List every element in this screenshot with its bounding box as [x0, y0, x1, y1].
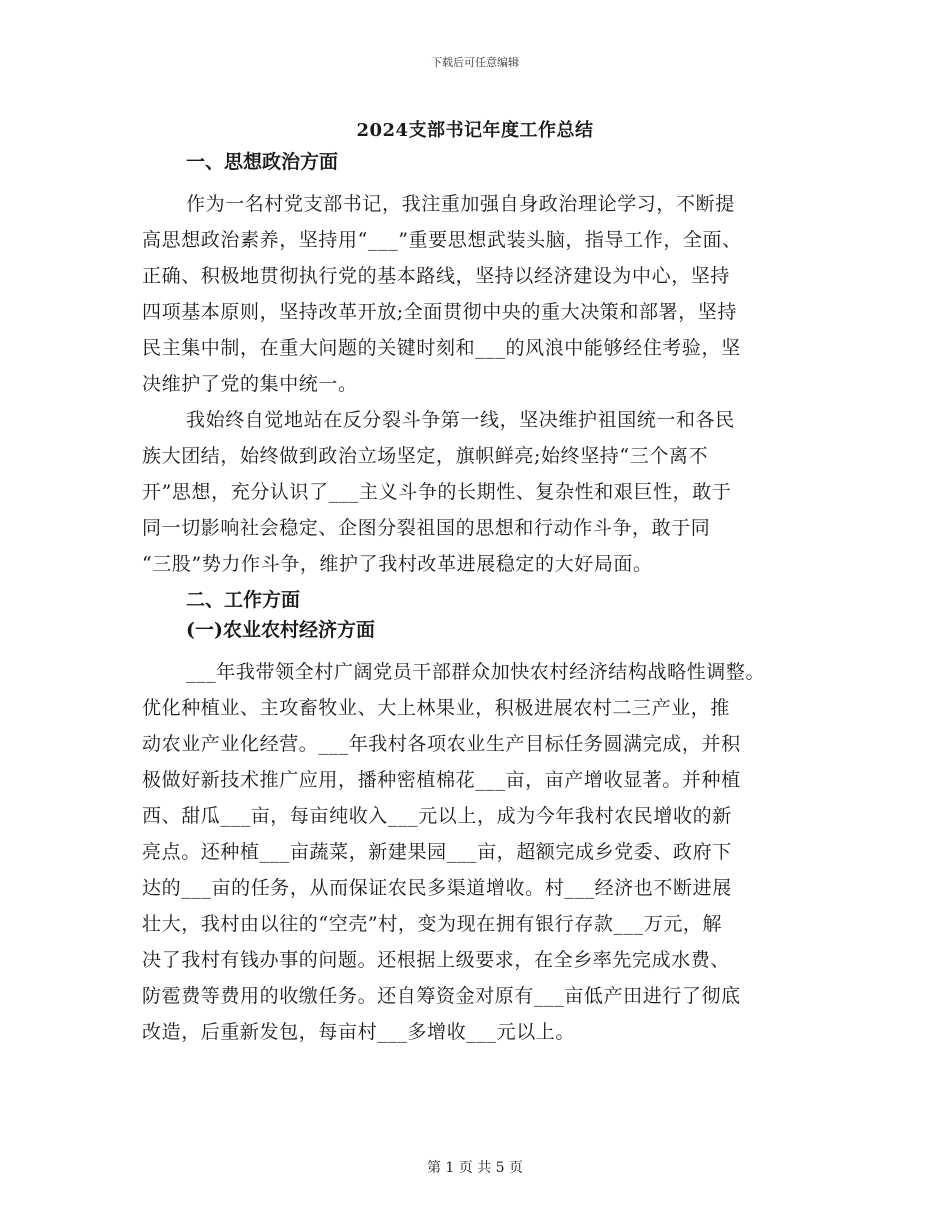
document-body [142, 150, 822, 1050]
text-line: 亮点。还种植___亩蔬菜，新建果园___亩，超额完成乡党委、政府下 [142, 841, 732, 863]
text-line: 作为一名村党支部书记，我注重加强自身政治理论学习，不断提 [186, 193, 735, 215]
section-heading-work: 二、工作方面 [186, 589, 301, 611]
text-line: 族大团结，始终做到政治立场坚定，旗帜鲜亮;始终坚持“三个离不 [142, 445, 709, 467]
paragraph-ideology-2 [142, 402, 822, 582]
text-line: 西、甜瓜___亩，每亩纯收入___元以上，成为今年我村农民增收的新 [142, 805, 732, 827]
text-line: 动农业产业化经营。___年我村各项农业生产目标任务圆满完成，并积 [142, 733, 741, 755]
paragraph-rural-economy [142, 654, 822, 1050]
text-line: 改造，后重新发包，每亩村___多增收___元以上。 [142, 1021, 576, 1043]
header-note: 下载后可任意编辑 [431, 56, 519, 69]
text-line: 达的___亩的任务，从而保证农民多渠道增收。村___经济也不断进展 [142, 877, 732, 899]
text-line: 高思想政治素养，坚持用“___”重要思想武装头脑，指导工作，全面、 [142, 229, 742, 251]
section-heading-ideology: 一、思想政治方面 [186, 151, 339, 173]
paragraph-ideology-1 [142, 186, 822, 402]
text-line: ___年我带领全村广阔党员干部群众加快农村经济结构战略性调整。 [186, 661, 766, 683]
text-line: 我始终自觉地站在反分裂斗争第一线，坚决维护祖国统一和各民 [186, 409, 735, 431]
text-line: 开”思想，充分认识了___主义斗争的长期性、复杂性和艰巨性，敢于 [142, 481, 732, 503]
document-title: 2024支部书记年度工作总结 [356, 120, 594, 141]
text-line: 正确、积极地贯彻执行党的基本路线，坚持以经济建设为中心，坚持 [142, 265, 731, 287]
text-line: 极做好新技术推广应用，播种密植棉花___亩，亩产增收显著。并种植 [142, 769, 741, 791]
page-footer: 第 1 页 共 5 页 [426, 1160, 524, 1176]
text-line: 民主集中制，在重大问题的关键时刻和___的风浪中能够经住考验，坚 [142, 337, 741, 359]
text-line: 防雹费等费用的收缴任务。还自筹资金对原有___亩低产田进行了彻底 [142, 985, 741, 1007]
text-line: 四项基本原则，坚持改革开放;全面贯彻中央的重大决策和部署，坚持 [142, 301, 738, 323]
text-line: 决维护了党的集中统一。 [142, 373, 358, 395]
text-line: 同一切影响社会稳定、企图分裂祖国的思想和行动作斗争，敢于同 [142, 517, 711, 539]
subsection-heading-rural-economy: (一)农业农村经济方面 [186, 619, 375, 641]
text-line: “三股”势力作斗争，维护了我村改革进展稳定的大好局面。 [142, 553, 653, 575]
text-line: 决了我村有钱办事的问题。还根据上级要求，在全乡率先完成水费、 [142, 949, 731, 971]
text-line: 壮大，我村由以往的“空壳”村，变为现在拥有银行存款___万元，解 [142, 913, 723, 935]
text-line: 优化种植业、主攻畜牧业、大上林果业，积极进展农村二三产业，推 [142, 697, 731, 719]
